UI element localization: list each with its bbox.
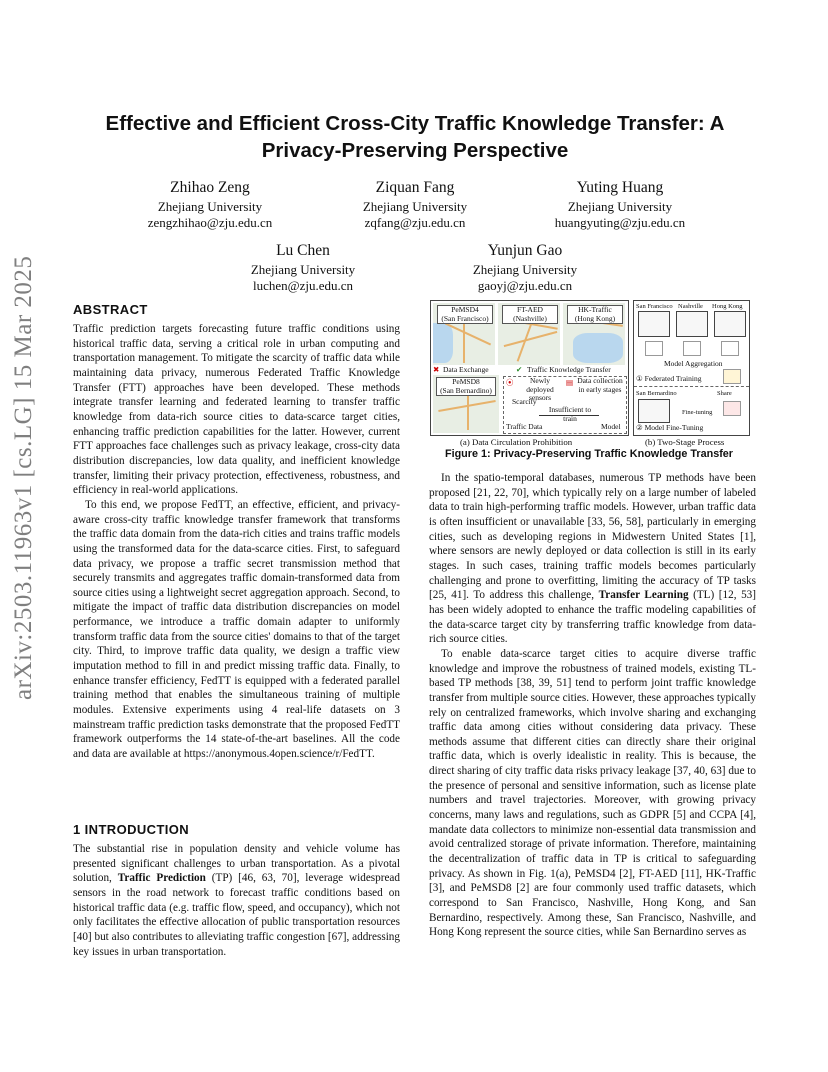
model-finetuning-label: ② Model Fine-Tuning [636,423,704,432]
paper-title [80,110,750,164]
author-block [110,178,310,231]
author-email[interactable]: huangyuting@zju.edu.cn [554,215,686,230]
term-transfer-learning: Transfer Learning [598,589,689,602]
body-paragraph: To enable data-scarce target cities to acquire diverse traffic knowledge and improve the robustness of trained models, existing TL-based TP methods [38, 39, 51] tend to perform joint traffic knowledge transfer from multiple source cities. However, these approaches typically rely on centralized frameworks, which involve sharing and exchanging traffic data among cities without considering data privacy. These methods assume that different cities can directly share their original traffic data, which is overly idealistic in reality. This is because, the direct sharing of city traffic data risks privacy leakage [37, 40, 63] due to the presence of personal and sensitive information, such as license plate numbers and travel trajectories. Moreover, with growing privacy concerns, many laws and regulations, such as GDPR [5] and CCPA [4], mandate data collectors to minimize non-essential data transmission and avoid centralized storage of private information. Therefore, maintaining the decentralization of traffic data in TP is critical to safeguarding privacy. As shown in Fig. 1(a), PeMSD4 [2], FT-AED [11], HK-Traffic [3], and PeMSD8 [2] are four commonly used traffic datasets, which correspond to San Francisco, Nashville, Hong Kong, and San Bernardino, respectively. Among these, San Francisco, Nashville, and Hong Kong represent the source cities, while San Bernardino serves as [429,647,756,939]
author-block [203,241,403,294]
author-name: Lu Chen [276,242,330,259]
check-icon: ✔ [516,365,523,374]
dataset-label: HK-Traffic (Hong Kong) [567,305,623,324]
author-affiliation: Zhejiang University [157,199,263,214]
author-name: Yunjun Gao [487,242,563,259]
author-name: Yuting Huang [576,179,664,196]
model-chart-icon [721,341,739,356]
title-line-1: Effective and Efficient Cross-City Traffic Knowledge Transfer: A [105,112,725,135]
city-label: Nashville [678,303,703,310]
abstract-paragraph: Traffic prediction targets forecasting future traffic conditions using historical traffic data, serving a critical role in urban computing and transportation management. To mitigate the scarcity of traffic data while maintaining data privacy, numerous Federated Traffic Knowledge Transfer (FTT) approaches have been developed. These methods integrate transfer learning and federated learning to transfer traffic knowledge from data-rich source cities to data-scarce target cities, enhancing traffic prediction capabilities for the latter. However, current FTT approaches face challenges such as privacy leakage, cross-city data distribution discrepancies, low data quality, and inefficient knowledge transfer, limiting their privacy protection, effectiveness, robustness, and efficiency in real-world applications. [73,323,400,497]
figure-caption: Figure 1: Privacy-Preserving Traffic Knowledge Transfer [444,448,733,460]
panel-a [430,300,629,436]
city-label: Hong Kong [712,303,743,310]
abstract-paragraph: To this end, we propose FedTT, an effective, efficient, and privacy-aware cross-city traffic knowledge transfer framework that transforms the traffic data domain from the data-rich cities and trains traffic models using the transformed data for the data-scarce cities. First, to safeguard data privacy, we propose a traffic secret transmission method that securely transmits and aggregates traffic domain-transformed data from source cities using a lightweight secret aggregation approach. Second, to mitigate the impact of traffic data distribution discrepancies on model performance, we introduce a traffic domain adapter to uniformly transform traffic data from the source cities' domains to that of the target city. Third, to improve traffic data quality, we design a traffic view imputation method to fill in and predict missing traffic data. Finally, to enhance transfer efficiency, FedTT is equipped with a federated parallel training method that enables the simultaneous training of multiple modules. Extensive experiments using 4 real-life datasets on 3 mainstream traffic prediction tasks demonstrate that the proposed FedTT framework outperforms the 14 state-of-the-art baselines. All the code and data are available at https://anonymous.4open.science/r/FedTT. [73,498,400,761]
author-block [315,178,515,231]
intro-paragraph: The substantial rise in population density and vehicle volume has presented significant challenges to urban transportation. As a pivotal solution, Traffic Prediction (TP) [46, 63, 70], leverage widespread sensors in the road network to forecast traffic conditions based on historical traffic data (e.g. traffic flow, speed, and occupancy), which not only facilitates the effective allocation of public transportation resources [40] but also contributes to alleviating traffic congestion [67], addressing key issues in urban transportation. [73,843,400,958]
panel-b [633,300,750,436]
dataset-label: PeMSD8 (San Bernardino) [436,377,496,396]
federated-training-label: ① Federated Training [636,374,702,383]
intro-heading: 1 INTRODUCTION [73,822,190,837]
stage-divider [634,386,749,387]
author-affiliation: Zhejiang University [472,262,578,277]
cross-icon: ✖ [433,365,440,374]
database-icon: ▤ [566,378,574,387]
subcaption-b: (b) Two-Stage Process [645,437,725,447]
model-aggregation-label: Model Aggregation [664,359,723,368]
author-email[interactable]: zqfang@zju.edu.cn [364,215,466,230]
sensor-icon: ⦿ [506,378,514,387]
city-label: San Francisco [636,303,673,310]
newly-deployed-label: Newly deployed sensors [526,376,554,402]
model-chart-icon [645,341,663,356]
author-block [520,178,720,231]
insufficient-label: Insufficient to train [548,405,592,423]
author-affiliation: Zhejiang University [250,262,356,277]
network-icon [638,399,670,423]
author-affiliation: Zhejiang University [567,199,673,214]
share-label: Share [717,390,732,397]
author-block [425,241,625,294]
author-name: Ziquan Fang [375,179,455,196]
data-exchange-label: Data Exchange [443,365,489,374]
author-email[interactable]: gaoyj@zju.edu.cn [477,278,573,293]
finetuned-model-icon [723,401,741,416]
arrow-line [539,415,599,416]
author-affiliation: Zhejiang University [362,199,468,214]
scarcity-label: Scarcity [512,397,537,406]
target-city-box [503,376,627,434]
right-column-body [429,471,756,940]
model-label: Model [601,422,621,431]
title-line-2: Privacy-Preserving Perspective [261,139,569,162]
network-icon [714,311,746,337]
dataset-label: FT-AED (Nashville) [502,305,558,324]
subcaption-a: (a) Data Circulation Prohibition [460,437,573,447]
author-email[interactable]: zengzhihao@zju.edu.cn [147,215,273,230]
abstract-body [73,322,400,762]
dataset-label: PeMSD4 (San Francisco) [437,305,493,324]
figure-1 [430,300,748,460]
body-paragraph: In the spatio-temporal databases, numerous TP methods have been proposed [21, 22, 70], which typically rely on a large number of labeled data to train high-performing traffic models. However, urban traffic data is often insufficient or unavailable [33, 56, 58], particularly in emerging cities, such as developing regions in Midwestern United States [1], where sensors are newly deployed or data collection is still in its early stages. In such cases, training traffic models becomes particularly challenging and prone to overfitting, limiting the accuracy of TP tasks [25, 41]. To address this challenge, Transfer Learning (TL) [12, 53] has been widely adopted to enhance the traffic modeling capabilities of the data-scarce target city by transferring traffic knowledge from data-rich source cities. [429,472,756,646]
network-icon [638,311,670,337]
data-collection-label: Data collection in early stages [577,376,623,394]
term-traffic-prediction: Traffic Prediction [117,872,206,885]
network-icon [676,311,708,337]
arxiv-id: arXiv:2503.11963v1 [cs.LG] 15 Mar 2025 [10,255,37,700]
author-name: Zhihao Zeng [170,179,250,196]
tkt-label: Traffic Knowledge Transfer [527,365,611,374]
fine-tuning-label: Fine-tuning [682,409,713,416]
intro-body [73,842,400,959]
author-email[interactable]: luchen@zju.edu.cn [252,278,354,293]
traffic-data-label: Traffic Data [506,422,543,431]
model-chart-icon [683,341,701,356]
aggregated-model-icon [723,369,741,384]
city-label: San Bernardino [636,390,677,397]
abstract-heading: ABSTRACT [73,302,148,317]
